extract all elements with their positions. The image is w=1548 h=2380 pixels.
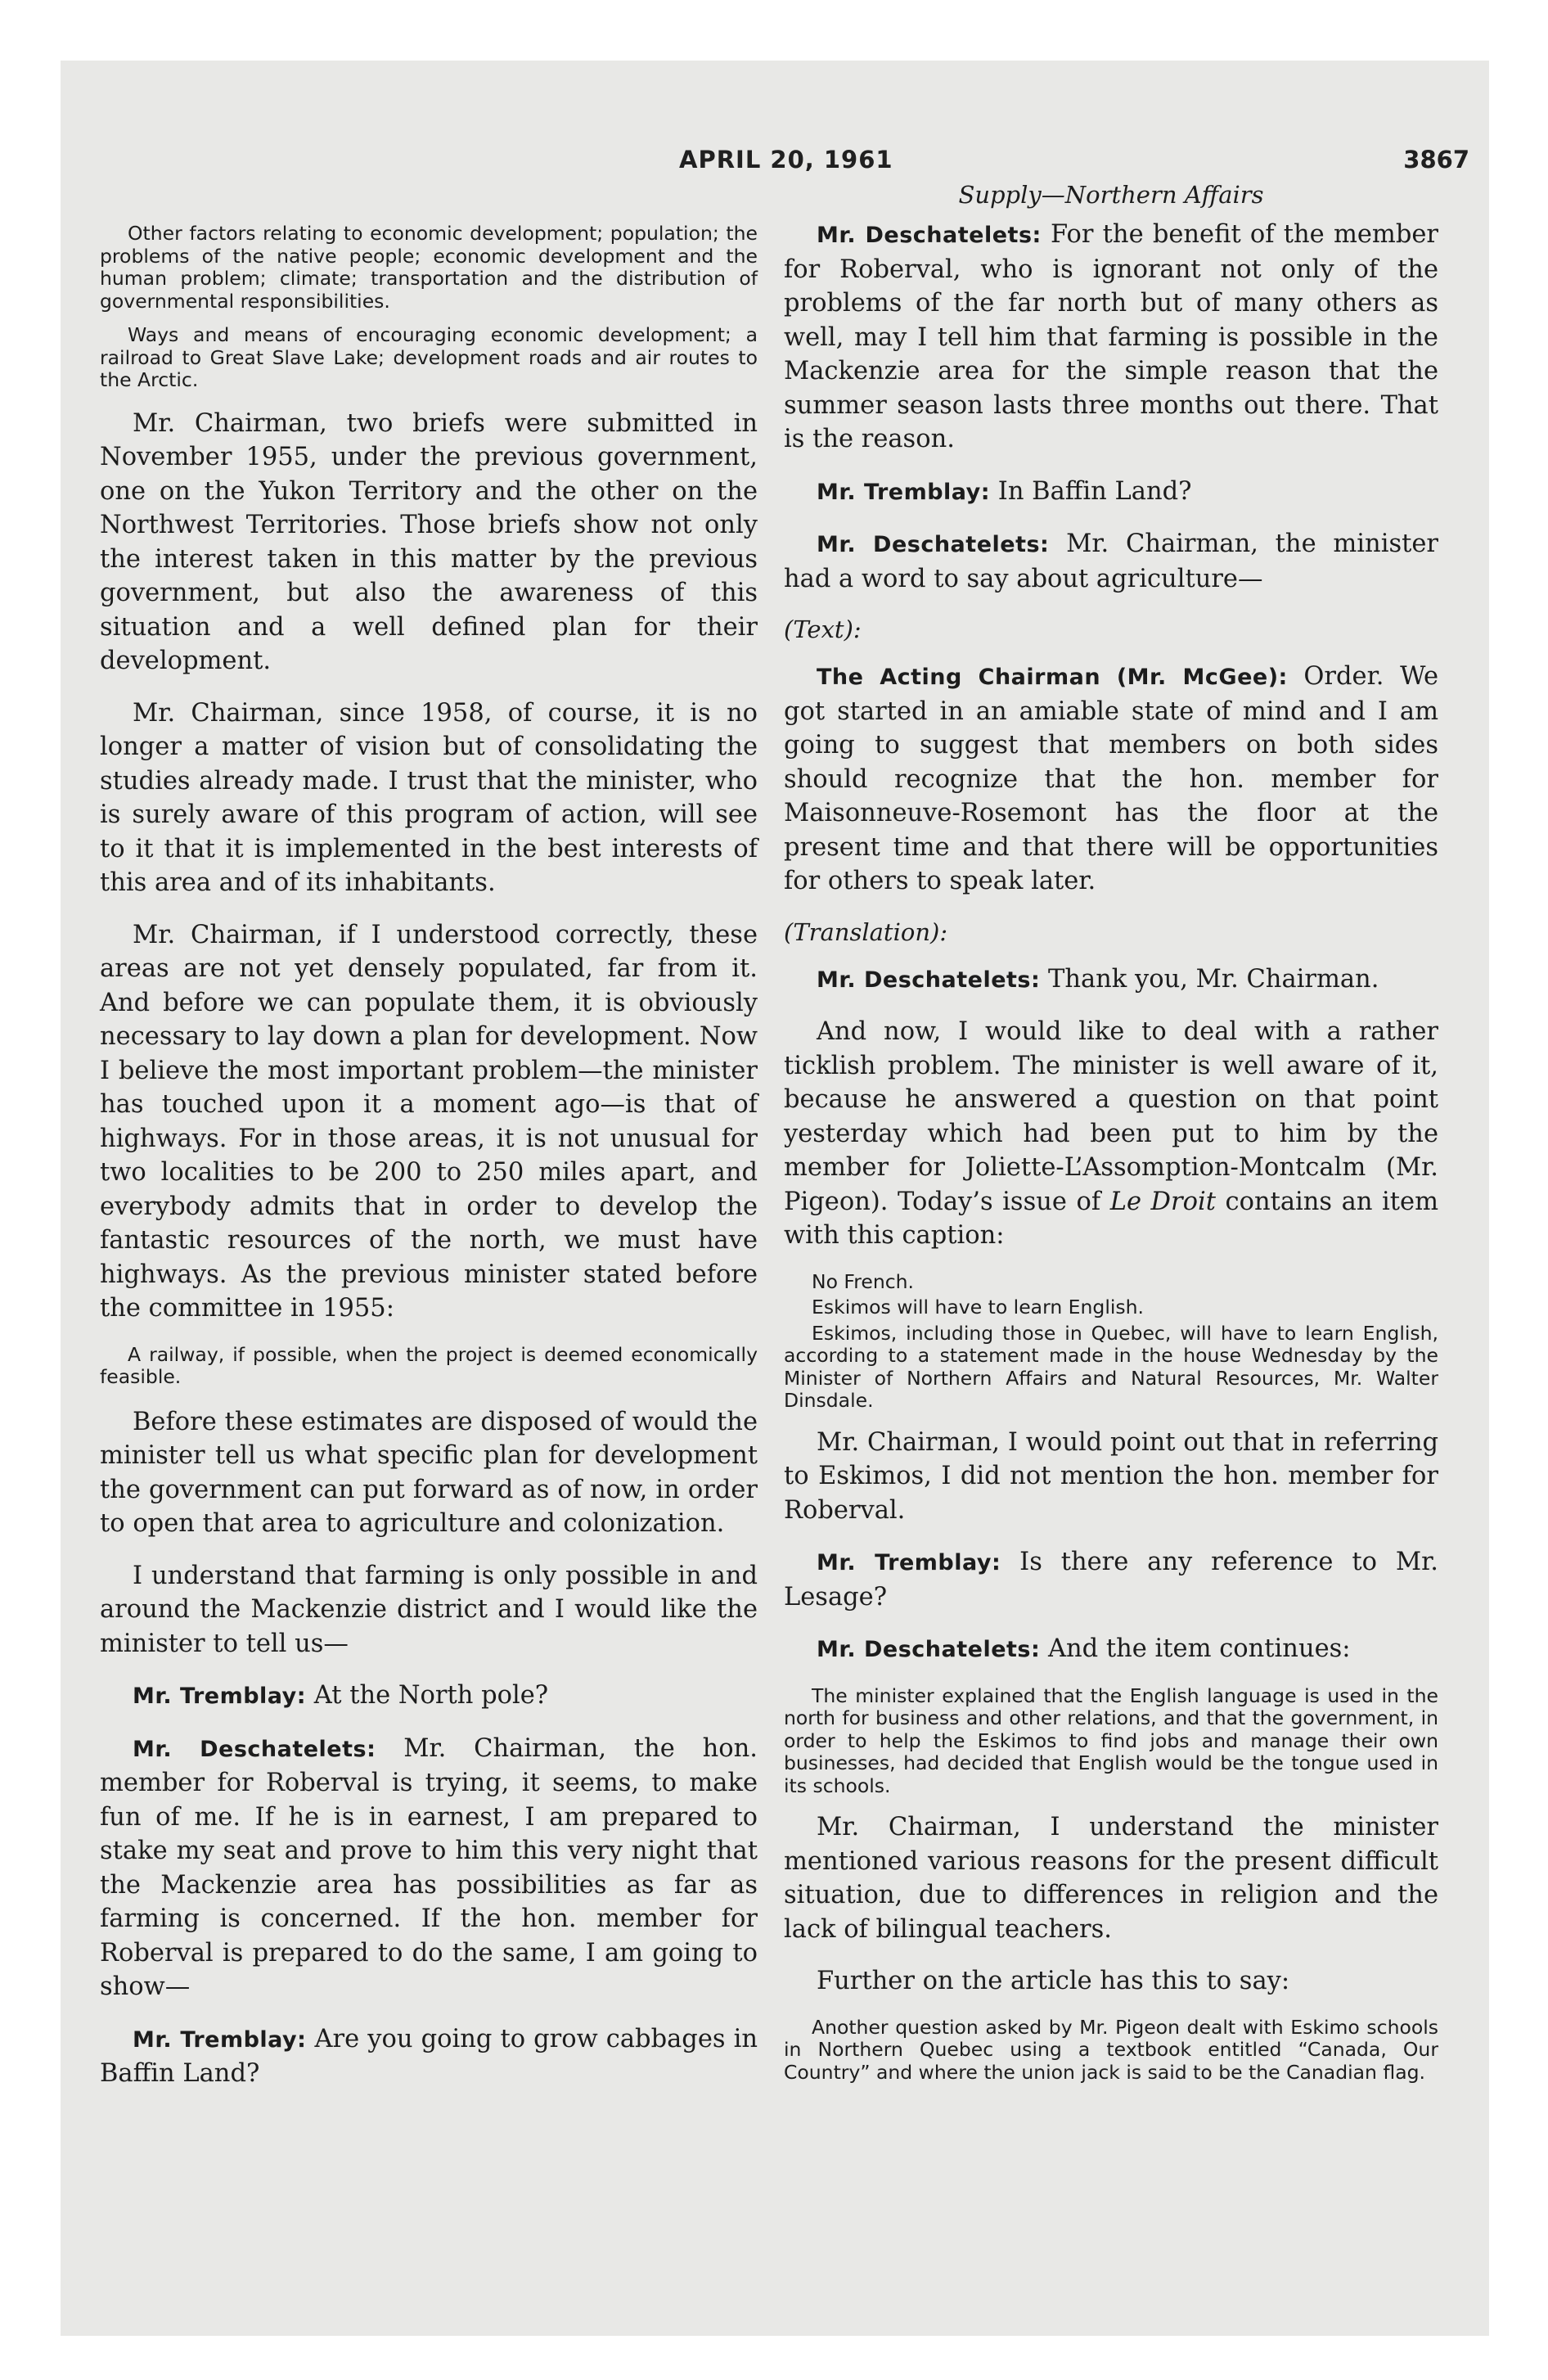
quote-textbook: Another question asked by Mr. Pigeon dealt with Eskimo schools in Northern Quebec using a textbook entitled “Canada, Our Country” and where the union jack is said to be the Canadian flag. — [784, 2015, 1438, 2084]
quote-statement: Eskimos, including those in Quebec, will have to learn English, according to a statement made in the house Wednesday by the Minister of Northern Affairs and Natural Resources, Mr. Walter Dinsdale. — [784, 1321, 1438, 1412]
speech-text: Mr. Chairman, the hon. member for Roberval is trying, it seems, to make fun of me. If he is in earnest, I am prepared to stake my seat and prove to him this very night that the Mackenzie area has possibilities as far as farming is concerned. If the hon. member for Roberval is prepared to do the same, I am going to show— — [100, 1733, 758, 2001]
speaker-name: The Acting Chairman (Mr. McGee): — [817, 665, 1288, 690]
header-date: APRIL 20, 1961 — [679, 146, 893, 174]
speech-acting-chairman — [784, 660, 1438, 899]
right-column — [784, 180, 1438, 2095]
speech-tremblay-baffin — [784, 475, 1438, 510]
speaker-name: Mr. Tremblay: — [817, 1550, 1001, 1575]
quote-english-language: The minister explained that the English language is used in the north for business and other relations, and that the government, in order to help the Eskimos to find jobs and manage their own businesses, had decided that English would be the tongue used in its schools. — [784, 1684, 1438, 1797]
speaker-name: Mr. Deschatelets: — [133, 1736, 376, 1762]
newspaper-title: Le Droit — [1109, 1187, 1216, 1216]
speaker-name: Mr. Deschatelets: — [817, 532, 1050, 557]
quote-learn-english: Eskimos will have to learn English. — [812, 1296, 1145, 1318]
paragraph-reasons: Mr. Chairman, I understand the minister mentioned various reasons for the present difficult situation, due to differences in religion and the lack of bilingual teachers. — [784, 1813, 1438, 1944]
paragraph-briefs: Mr. Chairman, two briefs were submitted in November 1955, under the previous government, one on the Yukon Territory and the other on the Northwest Territories. Those briefs show not only the interest taken in this matter by the previous government, but also the awareness of this situation and a well defined plan for their development. — [100, 408, 758, 675]
speech-tremblay-lesage — [784, 1545, 1438, 1614]
paragraph-since-1958: Mr. Chairman, since 1958, of course, it is no longer a matter of vision but of consolidating the studies already made. I trust that the minister, who is surely aware of this program of action, will see to it that it is implemented in the best interests of this area and of its inhabitants. — [100, 698, 758, 897]
quote-ways-means: Ways and means of encouraging economic development; a railroad to Great Slave Lake; development roads and air routes to the Arctic. — [100, 323, 758, 391]
speaker-name: Mr. Tremblay: — [133, 2026, 307, 2053]
speech-deschatelets-continues — [784, 1632, 1438, 1667]
speech-text: Is there any reference to Mr. Lesage? — [784, 1548, 1439, 1611]
speech-text: Order. We got started in an amiable state of mind and I am going to suggest that members on both sides should recognize that the hon. member for Maisonneuve-Rosemont has the floor at the present time and that there will be opportunities for others to speak later. — [784, 662, 1438, 895]
paragraph-point-out: Mr. Chairman, I would point out that in referring to Eskimos, I did not mention the hon. member for Roberval. — [784, 1427, 1438, 1525]
speech-text: And the item continues: — [1040, 1634, 1351, 1663]
paragraph-text: And now, I would like to deal with a rather ticklish problem. The minister is well aware of it, because he answered a question on that point yesterday which had been put to him by the member for Joliette-L’Assomption-Montcalm (Mr. Pigeon). Today’s issue of — [784, 1017, 1438, 1216]
paragraph-farming: I understand that farming is only possible in and around the Mackenzie district and I would like the minister to tell us— — [100, 1561, 758, 1658]
text-tag: (Text): — [784, 615, 862, 643]
quote-factors: Other factors relating to economic development; population; the problems of the native people; economic development and the human problem; climate; transportation and the distribution of governmental responsibilities. — [100, 222, 758, 313]
speech-text: Mr. Chairman, the minister had a word to say about agriculture— — [784, 530, 1438, 593]
speech-deschatelets-benefit — [784, 218, 1438, 457]
quote-railway: A railway, if possible, when the project is deemed economically feasible. — [100, 1342, 758, 1388]
paragraph-ticklish-problem — [784, 1015, 1438, 1253]
speech-tremblay-north-pole — [100, 1679, 758, 1714]
speech-deschatelets-fun — [100, 1732, 758, 2004]
left-column — [100, 180, 758, 2109]
paragraph-further-on: Further on the article has this to say: — [817, 1967, 1290, 1995]
speech-deschatelets-thanks — [784, 962, 1438, 998]
speech-tremblay-cabbages — [100, 2022, 758, 2091]
speaker-name: Mr. Deschatelets: — [817, 967, 1041, 993]
speech-text: At the North pole? — [306, 1681, 549, 1710]
paragraph-highways: Mr. Chairman, if I understood correctly, these areas are not yet densely populated, far from it. And before we can populate them, it is obviously necessary to lay down a plan for development. Now I believe the most important problem—the minister has touched upon it a moment ago—is that of highways. For in those areas, it is not unusual for two localities to be 200 to 250 miles apart, and everybody admits that in order to develop the fantastic resources of the north, we must have highways. As the previous minister stated before the committee in 1955: — [100, 920, 758, 1323]
speech-text: In Baffin Land? — [990, 476, 1192, 506]
speech-deschatelets-agriculture — [784, 527, 1438, 596]
page-number: 3867 — [1403, 146, 1469, 174]
speaker-name: Mr. Deschatelets: — [817, 223, 1042, 248]
speaker-name: Mr. Tremblay: — [133, 1684, 307, 1709]
quote-no-french: No French. — [812, 1269, 915, 1293]
translation-tag: (Translation): — [784, 917, 948, 946]
speech-text: Are you going to grow cabbages in Baffin Land? — [100, 2024, 758, 2088]
speaker-name: Mr. Tremblay: — [817, 479, 991, 505]
section-heading: Supply—Northern Affairs — [958, 181, 1264, 209]
speaker-name: Mr. Deschatelets: — [817, 1637, 1041, 1662]
speech-text: For the benefit of the member for Roberval, who is ignorant not only of the problems of the far north but of many others as well, may I tell him that farming is possible in the Mackenzie area for the simple reason that the summer season lasts three months out there. That is the reason. — [784, 220, 1438, 453]
paragraph-text-end: contains an item with this caption: — [784, 1187, 1438, 1250]
paragraph-estimates: Before these estimates are disposed of would the minister tell us what specific plan for development the government can put forward as of now, in order to open that area to agriculture and colonization. — [100, 1407, 758, 1538]
page-header — [679, 146, 1469, 183]
speech-text: Thank you, Mr. Chairman. — [1040, 964, 1379, 994]
